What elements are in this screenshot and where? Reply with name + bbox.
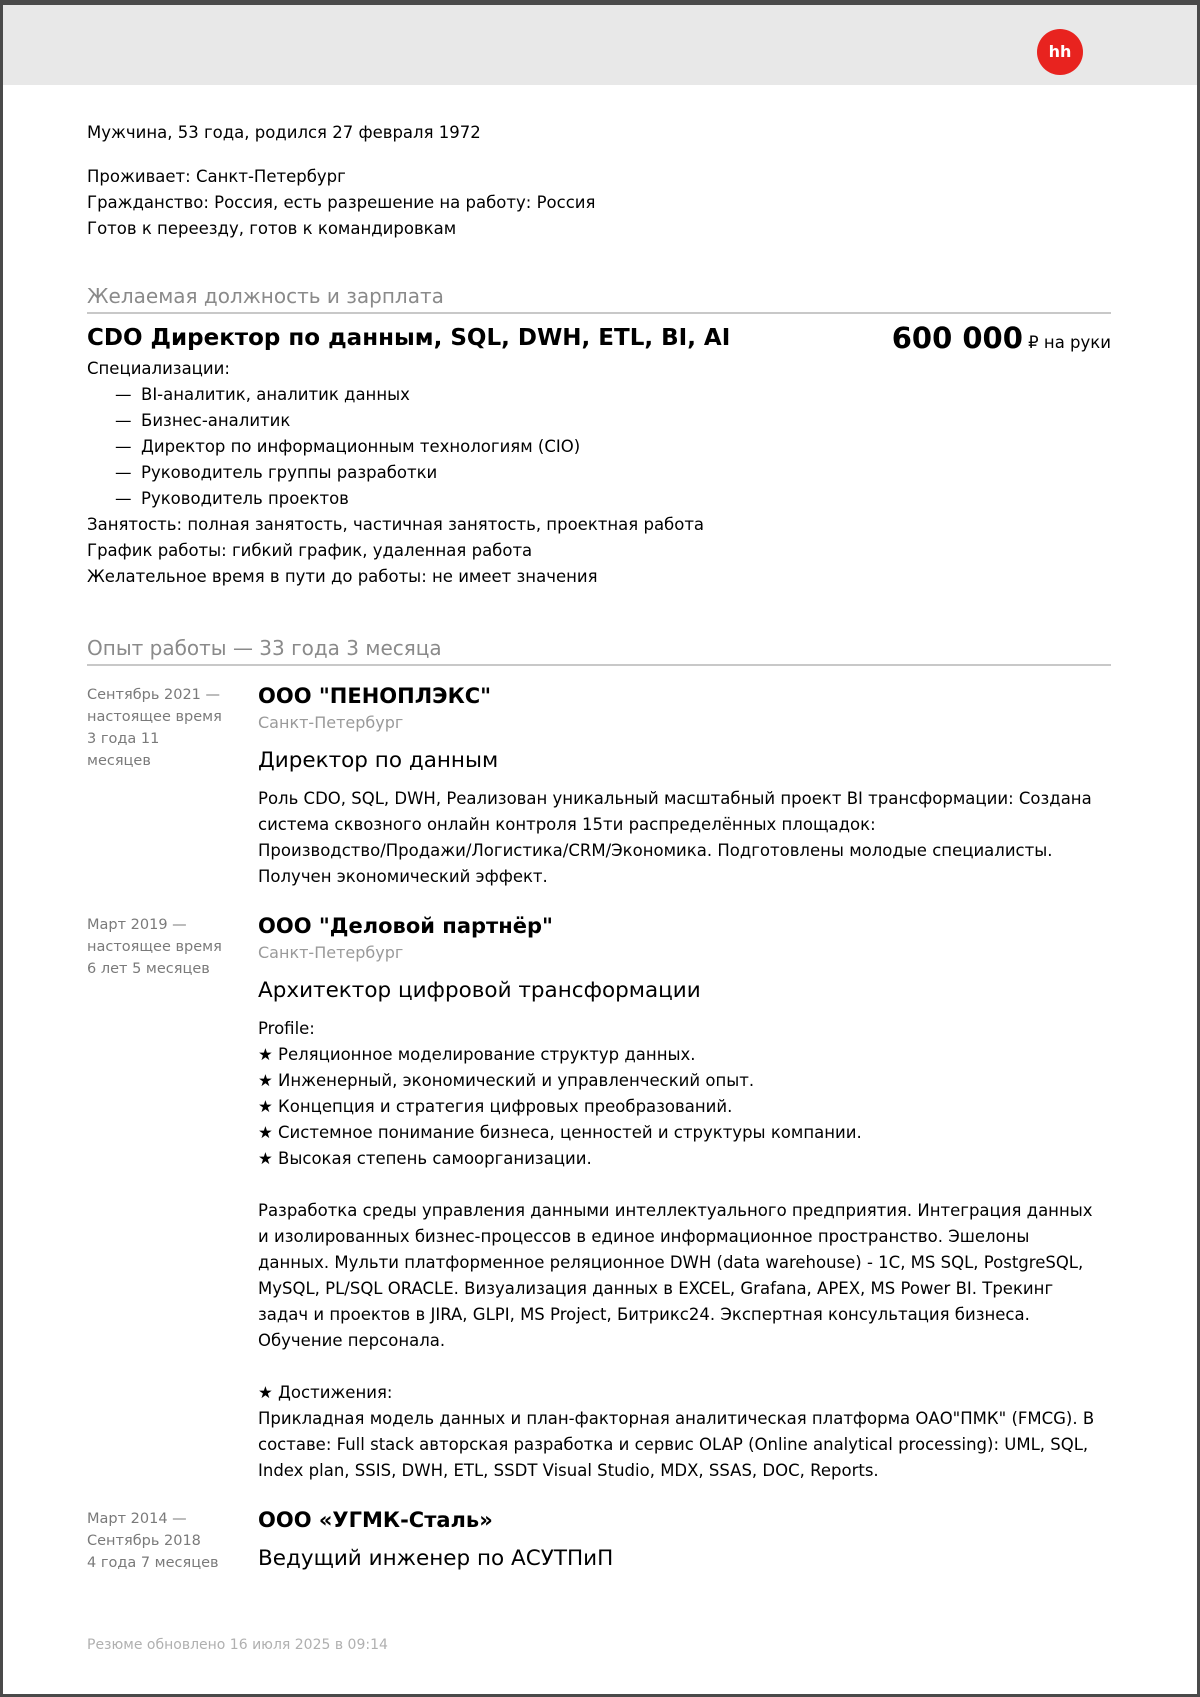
job-entry: [87, 1504, 1111, 1584]
job-date-line: месяцев: [87, 753, 151, 769]
hh-logo[interactable]: hh: [1037, 29, 1083, 75]
frame-border-left: [0, 0, 3, 1697]
profile-line: Profile:: [258, 1019, 315, 1038]
job-dates: [87, 680, 258, 890]
job-body: [258, 1504, 1111, 1584]
job-date-line: 6 лет 5 месяцев: [87, 961, 210, 977]
position-row: [87, 320, 1111, 356]
list-item: — BI-аналитик, аналитик данных: [115, 385, 410, 404]
job-dates: [87, 910, 258, 1484]
list-item: — Директор по информационным технологиям (CIO): [115, 437, 581, 456]
job-entry: [87, 680, 1111, 890]
job-description-line: Получен экономический эффект.: [258, 867, 548, 886]
list-item: — Руководитель проектов: [115, 489, 349, 508]
specialization-text: Бизнес-аналитик: [141, 411, 291, 430]
details-line: Обучение персонала.: [258, 1331, 446, 1350]
top-bar: [0, 0, 1200, 85]
achievements-line: Index plan, SSIS, DWH, ETL, SSDT Visual Studio, MDX, SSAS, DOC, Reports.: [258, 1461, 879, 1480]
profile-line: ★ Высокая степень самоорганизации.: [258, 1149, 592, 1168]
specialization-text: Руководитель группы разработки: [141, 463, 438, 482]
job-date-line: 4 года 7 месяцев: [87, 1555, 219, 1571]
specialization-text: Директор по информационным технологиям (CIO): [141, 437, 581, 456]
achievements-line: составе: Full stack авторская разработка и сервис OLAP (Online analytical processing): UML, SQL,: [258, 1435, 1089, 1454]
job-date-line: Март 2014 —: [87, 1511, 187, 1527]
salary-suffix: ₽ на руки: [1028, 333, 1111, 352]
job-entry: [87, 910, 1111, 1484]
details-line: Разработка среды управления данными интеллектуального предприятия. Интеграция данных: [258, 1201, 1093, 1220]
employment: Занятость: полная занятость, частичная занятость, проектная работа: [87, 515, 705, 534]
job-body: [258, 910, 1111, 1484]
job-date-line: Сентябрь 2021 —: [87, 687, 221, 703]
specialization-text: BI-аналитик, аналитик данных: [141, 385, 410, 404]
job-date-line: настоящее время: [87, 709, 222, 725]
job-role: Директор по данным: [258, 748, 499, 773]
job-role: Ведущий инженер по АСУТПиП: [258, 1546, 614, 1571]
job-body: [258, 680, 1111, 890]
job-description-line: Производство/Продажи/Логистика/CRM/Экономика. Подготовлены молодые специалисты.: [258, 841, 1053, 860]
job-date-line: Сентябрь 2018: [87, 1533, 201, 1549]
position-title: CDO Директор по данным, SQL, DWH, ETL, BI, AI: [87, 325, 731, 351]
relocation: Готов к переезду, готов к командировкам: [87, 219, 457, 238]
job-role: Архитектор цифровой трансформации: [258, 978, 701, 1003]
company-city: Санкт-Петербург: [258, 943, 404, 962]
citizenship: Гражданство: Россия, есть разрешение на работу: Россия: [87, 193, 596, 212]
details-line: данных. Мульти платформенное реляционное DWH (data warehouse) - 1С, MS SQL, PostgreSQL,: [258, 1253, 1084, 1272]
list-item: — Бизнес-аналитик: [115, 411, 291, 430]
company-name: ООО «УГМК-Сталь»: [258, 1508, 493, 1532]
profile-line: ★ Инженерный, экономический и управленческий опыт.: [258, 1071, 755, 1090]
commute: Желательное время в пути до работы: не имеет значения: [87, 567, 598, 586]
list-item: — Руководитель группы разработки: [115, 463, 438, 482]
resume-updated-footer: Резюме обновлено 16 июля 2025 в 09:14: [87, 1637, 388, 1653]
section-title-experience: Опыт работы — 33 года 3 месяца: [87, 634, 1111, 666]
profile-line: ★ Реляционное моделирование структур данных.: [258, 1045, 696, 1064]
salary: [891, 321, 1111, 356]
specializations-list: [87, 382, 1111, 512]
schedule: График работы: гибкий график, удаленная работа: [87, 541, 533, 560]
section-title-position: Желаемая должность и зарплата: [87, 282, 1111, 314]
details-line: и изолированных бизнес-процессов в единое информационное пространство. Эшелоны: [258, 1227, 1030, 1246]
achievements-line: ★ Достижения:: [258, 1383, 393, 1402]
gender-age: Мужчина, 53 года, родился 27 февраля 1972: [87, 123, 481, 142]
achievements-line: Прикладная модель данных и план-факторная аналитическая платформа ОАО"ПМК" (FMCG). В: [258, 1409, 1095, 1428]
job-description-line: система сквозного онлайн контроля 15ти распределённых площадок:: [258, 815, 876, 834]
company-name: ООО "ПЕНОПЛЭКС": [258, 684, 492, 708]
company-city: Санкт-Петербург: [258, 713, 404, 732]
specialization-text: Руководитель проектов: [141, 489, 349, 508]
resume-content: [87, 120, 1111, 1584]
salary-amount: 600 000: [891, 321, 1023, 355]
specializations-label: Специализации:: [87, 359, 230, 378]
job-date-line: Март 2019 —: [87, 917, 187, 933]
job-description-line: Роль CDO, SQL, DWH, Реализован уникальный масштабный проект BI трансформации: Создана: [258, 789, 1092, 808]
job-date-line: 3 года 11: [87, 731, 160, 747]
job-date-line: настоящее время: [87, 939, 222, 955]
residence: Проживает: Санкт-Петербург: [87, 167, 346, 186]
details-line: задач и проектов в JIRA, GLPI, MS Project, Битрикс24. Экспертная консультация бизнеса.: [258, 1305, 1030, 1324]
job-dates: [87, 1504, 258, 1584]
company-name: ООО "Деловой партнёр": [258, 914, 553, 938]
profile-line: ★ Системное понимание бизнеса, ценностей и структуры компании.: [258, 1123, 862, 1142]
details-line: MySQL, PL/SQL ORACLE. Визуализация данных в EXCEL, Grafana, APEX, MS Power BI. Трекинг: [258, 1279, 1054, 1298]
profile-line: ★ Концепция и стратегия цифровых преобразований.: [258, 1097, 733, 1116]
